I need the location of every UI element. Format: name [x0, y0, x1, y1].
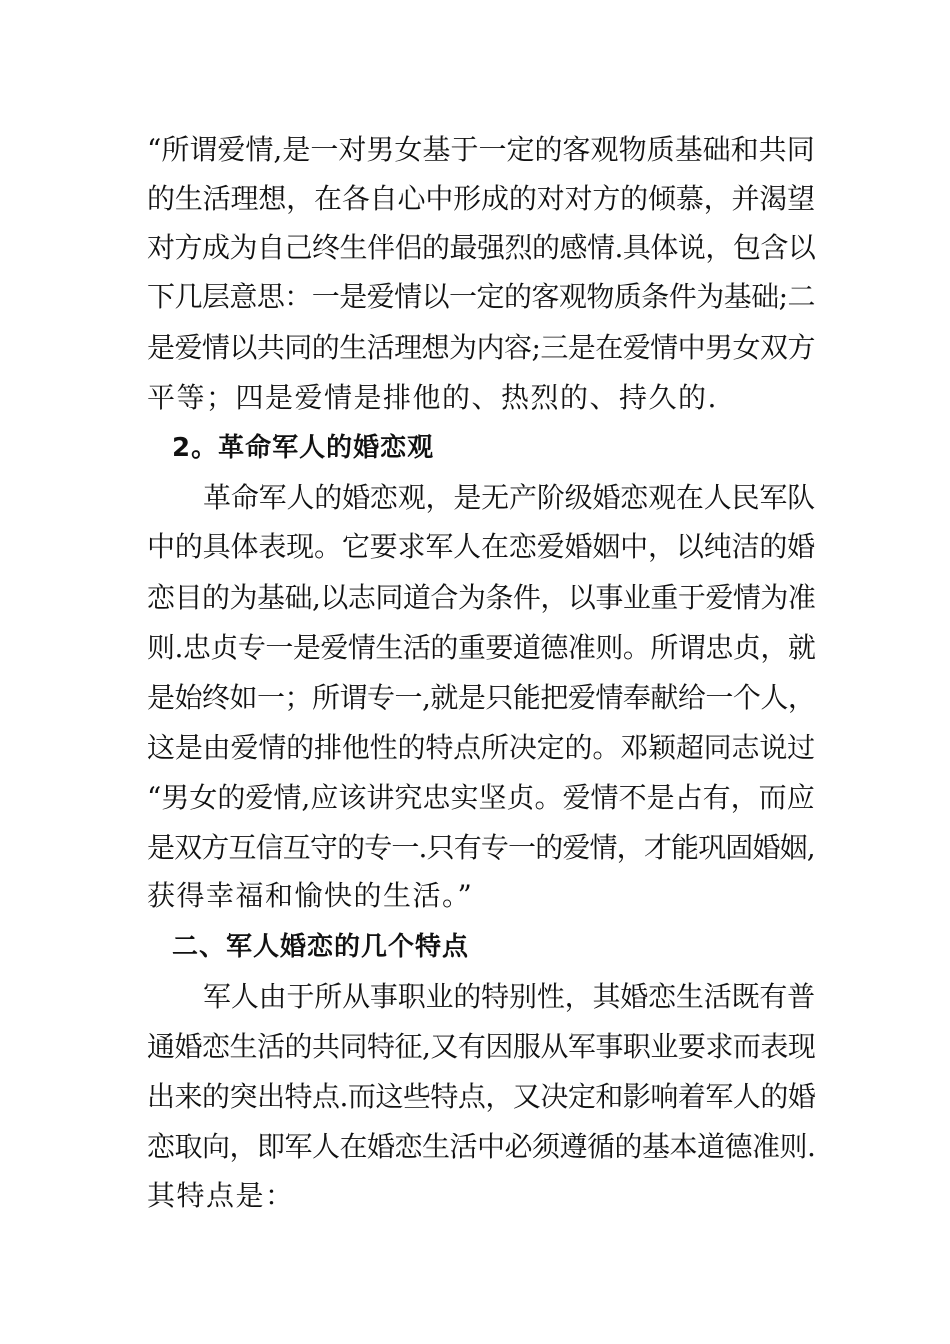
paragraph-line: 中的具体表现。它要求军人在恋爱婚姻中，以纯洁的婚 [147, 530, 816, 563]
paragraph-line: 下几层意思：一是爱情以一定的客观物质条件为基础;二 [147, 280, 815, 313]
paragraph-line: “男女的爱情,应该讲究忠实坚贞。爱情不是占有，而应 [147, 781, 815, 814]
paragraph-line: 平等；四是爱情是排他的、热烈的、持久的. [147, 381, 718, 414]
paragraph-line: 则.忠贞专一是爱情生活的重要道德准则。所谓忠贞，就 [147, 631, 816, 664]
paragraph-line: 通婚恋生活的共同特征,又有因服从军事职业要求而表现 [147, 1030, 816, 1063]
paragraph-line: 这是由爱情的排他性的特点所决定的。邓颖超同志说过 [147, 731, 816, 764]
paragraph-line: 获得幸福和愉快的生活。” [147, 879, 474, 912]
paragraph-line: 是始终如一；所谓专一,就是只能把爱情奉献给一个人， [147, 681, 816, 714]
section-heading: 2。革命军人的婚恋观 [172, 433, 435, 463]
paragraph-line: 恋目的为基础,以志同道合为条件，以事业重于爱情为准 [147, 581, 816, 614]
paragraph-line: 恋取向，即军人在婚恋生活中必须遵循的基本道德准则. [147, 1130, 816, 1163]
paragraph-line: 对方成为自己终生伴侣的最强烈的感情.具体说，包含以 [147, 231, 816, 264]
paragraph-line: 是爱情以共同的生活理想为内容;三是在爱情中男女双方 [147, 331, 815, 364]
paragraph-line: 革命军人的婚恋观，是无产阶级婚恋观在人民军队 [203, 481, 816, 514]
paragraph-line: 是双方互信互守的专一.只有专一的爱情，才能巩固婚姻, [147, 831, 815, 864]
paragraph-line: “所谓爱情,是一对男女基于一定的客观物质基础和共同 [147, 133, 815, 166]
section-heading: 二、军人婚恋的几个特点 [172, 932, 470, 962]
paragraph-line: 其特点是： [147, 1179, 295, 1212]
paragraph-line: 出来的突出特点.而这些特点，又决定和影响着军人的婚 [147, 1080, 816, 1113]
paragraph-line: 的生活理想，在各自心中形成的对对方的倾慕，并渴望 [147, 182, 816, 215]
paragraph-line: 军人由于所从事职业的特别性，其婚恋生活既有普 [203, 980, 816, 1013]
